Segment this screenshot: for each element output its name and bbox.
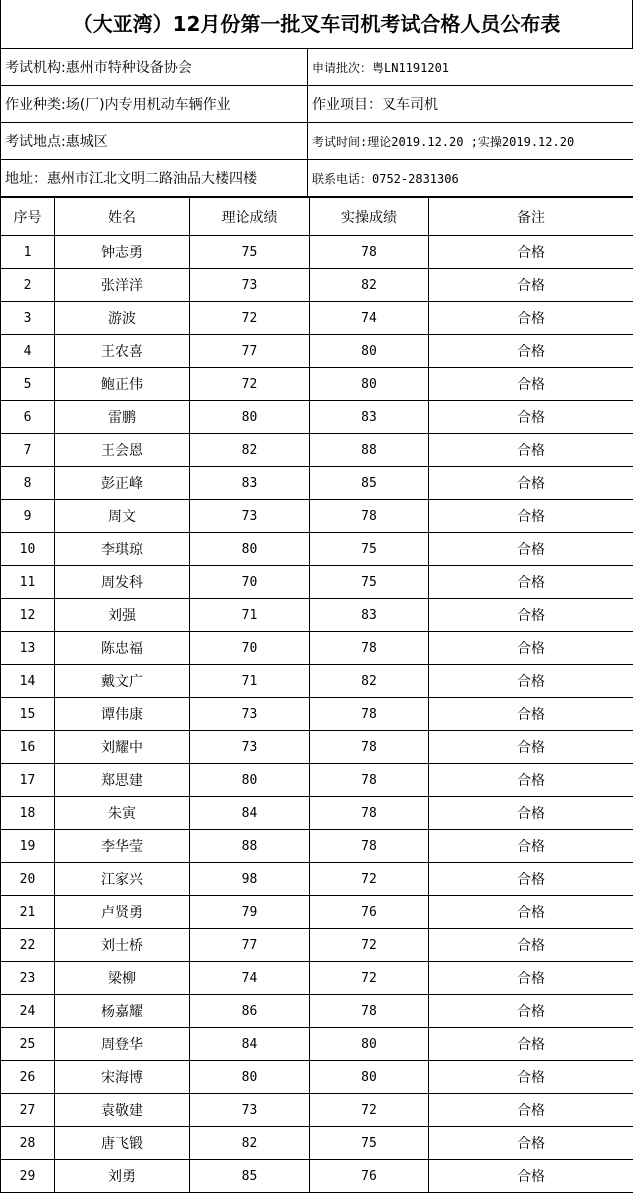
remark: 合格 [429, 500, 633, 533]
row-index: 9 [1, 500, 55, 533]
table-row [1, 1094, 633, 1127]
theory-score: 98 [190, 863, 310, 896]
row-index: 26 [1, 1061, 55, 1094]
person-name: 王农喜 [55, 335, 190, 368]
table-row [1, 731, 633, 764]
table-row [1, 335, 633, 368]
person-name: 郑思建 [55, 764, 190, 797]
person-name: 周文 [55, 500, 190, 533]
row-index: 27 [1, 1094, 55, 1127]
person-name: 卢贤勇 [55, 896, 190, 929]
remark: 合格 [429, 434, 633, 467]
remark: 合格 [429, 335, 633, 368]
table-row [1, 995, 633, 1028]
remark: 合格 [429, 830, 633, 863]
practical-score: 72 [310, 929, 429, 962]
row-index: 4 [1, 335, 55, 368]
table-row [1, 566, 633, 599]
row-index: 5 [1, 368, 55, 401]
person-name: 李华莹 [55, 830, 190, 863]
theory-score: 73 [190, 269, 310, 302]
practical-score: 80 [310, 1028, 429, 1061]
person-name: 戴文广 [55, 665, 190, 698]
practical-score: 82 [310, 665, 429, 698]
theory-score: 70 [190, 632, 310, 665]
person-name: 刘勇 [55, 1160, 190, 1193]
person-name: 刘耀中 [55, 731, 190, 764]
remark: 合格 [429, 401, 633, 434]
person-name: 鲍正伟 [55, 368, 190, 401]
remark: 合格 [429, 632, 633, 665]
row-index: 18 [1, 797, 55, 830]
practical-score: 78 [310, 830, 429, 863]
theory-score: 73 [190, 698, 310, 731]
person-name: 王会恩 [55, 434, 190, 467]
person-name: 游波 [55, 302, 190, 335]
exam-time: 考试时间:理论2019.12.20 ;实操2019.12.20 [308, 123, 633, 160]
remark: 合格 [429, 929, 633, 962]
exam-location: 考试地点:惠城区 [1, 123, 308, 160]
remark: 合格 [429, 1094, 633, 1127]
practical-score: 78 [310, 797, 429, 830]
person-name: 宋海博 [55, 1061, 190, 1094]
remark: 合格 [429, 269, 633, 302]
table-row [1, 1160, 633, 1193]
practical-score: 80 [310, 335, 429, 368]
row-index: 28 [1, 1127, 55, 1160]
theory-score: 80 [190, 764, 310, 797]
practical-score: 83 [310, 401, 429, 434]
header-name: 姓名 [55, 198, 190, 236]
contact-phone: 联系电话：0752-2831306 [308, 160, 633, 197]
info-row [1, 123, 633, 160]
theory-score: 83 [190, 467, 310, 500]
theory-score: 70 [190, 566, 310, 599]
table-row [1, 368, 633, 401]
row-index: 23 [1, 962, 55, 995]
row-index: 3 [1, 302, 55, 335]
practical-score: 83 [310, 599, 429, 632]
remark: 合格 [429, 1160, 633, 1193]
person-name: 雷鹏 [55, 401, 190, 434]
exam-info-table [0, 48, 633, 197]
remark: 合格 [429, 467, 633, 500]
practical-score: 78 [310, 995, 429, 1028]
table-row [1, 533, 633, 566]
remark: 合格 [429, 1028, 633, 1061]
remark: 合格 [429, 764, 633, 797]
row-index: 2 [1, 269, 55, 302]
table-row [1, 302, 633, 335]
theory-score: 73 [190, 1094, 310, 1127]
practical-score: 72 [310, 962, 429, 995]
row-index: 7 [1, 434, 55, 467]
table-row [1, 764, 633, 797]
table-row [1, 1028, 633, 1061]
header-practical-score: 实操成绩 [310, 198, 429, 236]
practical-score: 80 [310, 1061, 429, 1094]
row-index: 25 [1, 1028, 55, 1061]
table-row [1, 665, 633, 698]
theory-score: 80 [190, 1061, 310, 1094]
theory-score: 88 [190, 830, 310, 863]
remark: 合格 [429, 1127, 633, 1160]
header-index: 序号 [1, 198, 55, 236]
practical-score: 78 [310, 731, 429, 764]
info-row [1, 49, 633, 86]
row-index: 17 [1, 764, 55, 797]
practical-score: 72 [310, 1094, 429, 1127]
row-index: 6 [1, 401, 55, 434]
batch-number: 申请批次：粤LN1191201 [308, 49, 633, 86]
person-name: 杨嘉耀 [55, 995, 190, 1028]
row-index: 8 [1, 467, 55, 500]
practical-score: 75 [310, 566, 429, 599]
info-row [1, 160, 633, 197]
row-index: 22 [1, 929, 55, 962]
remark: 合格 [429, 1061, 633, 1094]
person-name: 陈忠福 [55, 632, 190, 665]
info-row [1, 86, 633, 123]
table-row [1, 830, 633, 863]
practical-score: 76 [310, 896, 429, 929]
table-row [1, 929, 633, 962]
row-index: 15 [1, 698, 55, 731]
row-index: 21 [1, 896, 55, 929]
remark: 合格 [429, 797, 633, 830]
table-row [1, 698, 633, 731]
theory-score: 79 [190, 896, 310, 929]
remark: 合格 [429, 599, 633, 632]
theory-score: 80 [190, 533, 310, 566]
practical-score: 78 [310, 236, 429, 269]
table-row [1, 236, 633, 269]
header-theory-score: 理论成绩 [190, 198, 310, 236]
row-index: 29 [1, 1160, 55, 1193]
practical-score: 78 [310, 764, 429, 797]
table-row [1, 632, 633, 665]
theory-score: 86 [190, 995, 310, 1028]
person-name: 朱寅 [55, 797, 190, 830]
remark: 合格 [429, 698, 633, 731]
address: 地址：惠州市江北文明二路油品大楼四楼 [1, 160, 308, 197]
row-index: 13 [1, 632, 55, 665]
theory-score: 75 [190, 236, 310, 269]
remark: 合格 [429, 896, 633, 929]
remark: 合格 [429, 665, 633, 698]
theory-score: 84 [190, 1028, 310, 1061]
person-name: 刘强 [55, 599, 190, 632]
practical-score: 78 [310, 698, 429, 731]
person-name: 周登华 [55, 1028, 190, 1061]
table-row [1, 467, 633, 500]
row-index: 1 [1, 236, 55, 269]
exam-org: 考试机构:惠州市特种设备协会 [1, 49, 308, 86]
row-index: 14 [1, 665, 55, 698]
practical-score: 78 [310, 500, 429, 533]
table-row [1, 599, 633, 632]
person-name: 江家兴 [55, 863, 190, 896]
remark: 合格 [429, 566, 633, 599]
person-name: 袁敬建 [55, 1094, 190, 1127]
table-row [1, 962, 633, 995]
person-name: 梁柳 [55, 962, 190, 995]
person-name: 谭伟康 [55, 698, 190, 731]
header-remark: 备注 [429, 198, 633, 236]
practical-score: 82 [310, 269, 429, 302]
results-table [0, 197, 633, 1193]
theory-score: 85 [190, 1160, 310, 1193]
person-name: 钟志勇 [55, 236, 190, 269]
practical-score: 75 [310, 1127, 429, 1160]
table-row [1, 1127, 633, 1160]
table-row [1, 896, 633, 929]
remark: 合格 [429, 863, 633, 896]
remark: 合格 [429, 995, 633, 1028]
theory-score: 82 [190, 434, 310, 467]
practical-score: 76 [310, 1160, 429, 1193]
theory-score: 71 [190, 599, 310, 632]
theory-score: 72 [190, 368, 310, 401]
work-type: 作业种类:场(厂)内专用机动车辆作业 [1, 86, 308, 123]
theory-score: 73 [190, 500, 310, 533]
table-row [1, 500, 633, 533]
table-row [1, 1061, 633, 1094]
person-name: 彭正峰 [55, 467, 190, 500]
practical-score: 78 [310, 632, 429, 665]
theory-score: 71 [190, 665, 310, 698]
table-row [1, 269, 633, 302]
table-row [1, 434, 633, 467]
practical-score: 75 [310, 533, 429, 566]
row-index: 12 [1, 599, 55, 632]
person-name: 李琪琼 [55, 533, 190, 566]
practical-score: 74 [310, 302, 429, 335]
remark: 合格 [429, 302, 633, 335]
theory-score: 72 [190, 302, 310, 335]
practical-score: 88 [310, 434, 429, 467]
practical-score: 72 [310, 863, 429, 896]
table-row [1, 401, 633, 434]
practical-score: 85 [310, 467, 429, 500]
theory-score: 77 [190, 929, 310, 962]
row-index: 19 [1, 830, 55, 863]
person-name: 张洋洋 [55, 269, 190, 302]
row-index: 24 [1, 995, 55, 1028]
table-row [1, 797, 633, 830]
remark: 合格 [429, 731, 633, 764]
theory-score: 74 [190, 962, 310, 995]
theory-score: 80 [190, 401, 310, 434]
table-header-row [1, 198, 633, 236]
remark: 合格 [429, 368, 633, 401]
remark: 合格 [429, 236, 633, 269]
theory-score: 82 [190, 1127, 310, 1160]
row-index: 16 [1, 731, 55, 764]
row-index: 10 [1, 533, 55, 566]
remark: 合格 [429, 962, 633, 995]
practical-score: 80 [310, 368, 429, 401]
row-index: 11 [1, 566, 55, 599]
theory-score: 77 [190, 335, 310, 368]
person-name: 刘士桥 [55, 929, 190, 962]
row-index: 20 [1, 863, 55, 896]
theory-score: 84 [190, 797, 310, 830]
theory-score: 73 [190, 731, 310, 764]
person-name: 唐飞锻 [55, 1127, 190, 1160]
remark: 合格 [429, 533, 633, 566]
table-row [1, 863, 633, 896]
work-item: 作业项目：叉车司机 [308, 86, 633, 123]
person-name: 周发科 [55, 566, 190, 599]
page-title: （大亚湾）12月份第一批叉车司机考试合格人员公布表 [0, 0, 633, 48]
